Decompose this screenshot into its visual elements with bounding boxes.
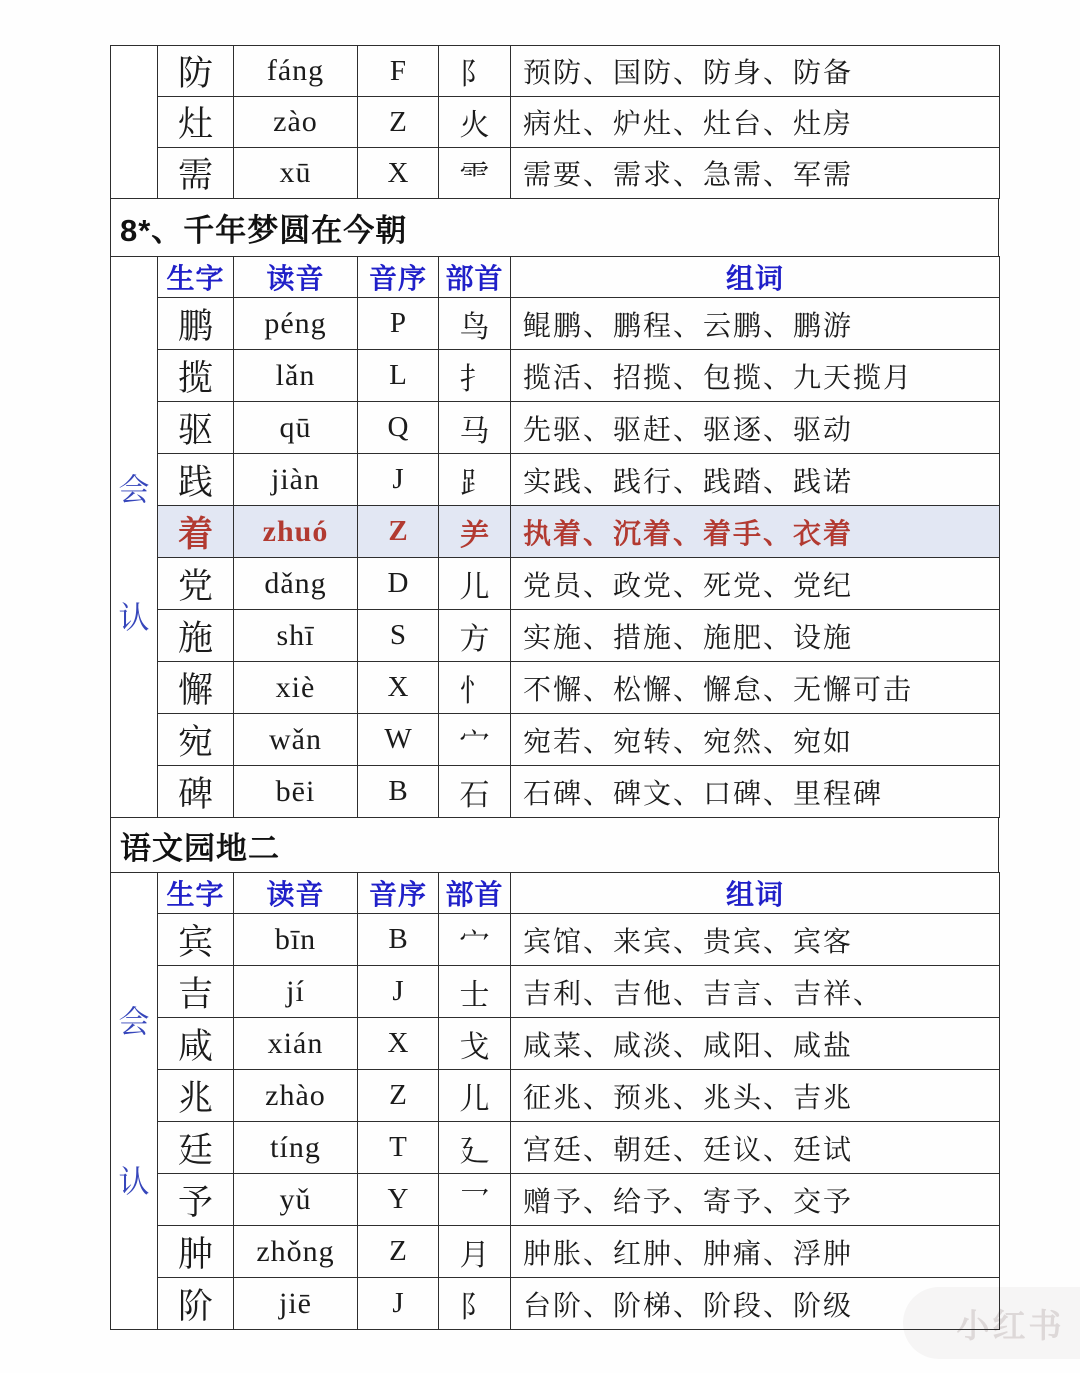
column-header-radical: 部首 bbox=[439, 873, 511, 914]
radical-cell: 廴 bbox=[439, 1122, 511, 1174]
column-header-pinyin: 读音 bbox=[234, 257, 358, 298]
radical-cell: 月 bbox=[439, 1226, 511, 1278]
pinyin-cell: zhào bbox=[234, 1070, 358, 1122]
char-cell: 需 bbox=[158, 148, 234, 199]
sidebar-cell-empty bbox=[111, 46, 158, 199]
pinyin-cell: bīn bbox=[234, 914, 358, 966]
letter-cell: L bbox=[358, 350, 439, 402]
letter-cell: Z bbox=[358, 1070, 439, 1122]
words-cell: 实施、措施、施肥、设施 bbox=[511, 610, 1000, 662]
table-row bbox=[111, 610, 1000, 662]
pinyin-cell: zhuó bbox=[234, 506, 358, 558]
radical-cell: 火 bbox=[439, 97, 511, 148]
char-cell: 驱 bbox=[158, 402, 234, 454]
letter-cell: Z bbox=[358, 1226, 439, 1278]
letter-cell: J bbox=[358, 1278, 439, 1330]
sidebar-know-label: 会 bbox=[118, 1004, 150, 1040]
radical-cell: 方 bbox=[439, 610, 511, 662]
words-cell: 征兆、预兆、兆头、吉兆 bbox=[511, 1070, 1000, 1122]
words-cell: 执着、沉着、着手、衣着 bbox=[511, 506, 1000, 558]
char-cell: 鹏 bbox=[158, 298, 234, 350]
letter-cell: W bbox=[358, 714, 439, 766]
table-row bbox=[111, 714, 1000, 766]
words-cell: 台阶、阶梯、阶段、阶级 bbox=[511, 1278, 1000, 1330]
char-cell: 予 bbox=[158, 1174, 234, 1226]
table-row bbox=[111, 454, 1000, 506]
pinyin-cell: péng bbox=[234, 298, 358, 350]
letter-cell: Z bbox=[358, 506, 439, 558]
letter-cell: P bbox=[358, 298, 439, 350]
char-cell: 阶 bbox=[158, 1278, 234, 1330]
letter-cell: T bbox=[358, 1122, 439, 1174]
radical-cell: 士 bbox=[439, 966, 511, 1018]
char-cell: 咸 bbox=[158, 1018, 234, 1070]
radical-cell: 儿 bbox=[439, 558, 511, 610]
words-cell: 宾馆、来宾、贵宾、宾客 bbox=[511, 914, 1000, 966]
char-cell: 懈 bbox=[158, 662, 234, 714]
radical-cell: 鸟 bbox=[439, 298, 511, 350]
table-row bbox=[111, 766, 1000, 818]
pinyin-cell: tíng bbox=[234, 1122, 358, 1174]
table-row bbox=[111, 914, 1000, 966]
radical-cell: 戈 bbox=[439, 1018, 511, 1070]
column-header-pinyin: 读音 bbox=[234, 873, 358, 914]
column-header-words: 组词 bbox=[511, 873, 1000, 914]
table-row bbox=[111, 558, 1000, 610]
words-cell: 石碑、碑文、口碑、里程碑 bbox=[511, 766, 1000, 818]
pinyin-cell: jí bbox=[234, 966, 358, 1018]
letter-cell: S bbox=[358, 610, 439, 662]
table-row bbox=[111, 1226, 1000, 1278]
table-row bbox=[111, 1018, 1000, 1070]
sidebar-recognize-label: 认 bbox=[118, 1164, 150, 1200]
radical-cell: 宀 bbox=[439, 714, 511, 766]
char-cell: 揽 bbox=[158, 350, 234, 402]
table-row bbox=[111, 298, 1000, 350]
radical-cell: 宀 bbox=[439, 914, 511, 966]
pinyin-cell: dǎng bbox=[234, 558, 358, 610]
char-cell: 宾 bbox=[158, 914, 234, 966]
radical-cell: ⻊ bbox=[439, 454, 511, 506]
words-cell: 鲲鹏、鹏程、云鹏、鹏游 bbox=[511, 298, 1000, 350]
table-row bbox=[111, 1278, 1000, 1330]
section-title-lesson8: 8*、千年梦圆在今朝 bbox=[110, 199, 999, 256]
words-cell: 不懈、松懈、懈怠、无懈可击 bbox=[511, 662, 1000, 714]
char-cell: 施 bbox=[158, 610, 234, 662]
letter-cell: J bbox=[358, 454, 439, 506]
char-cell: 廷 bbox=[158, 1122, 234, 1174]
pinyin-cell: jiē bbox=[234, 1278, 358, 1330]
table-row bbox=[111, 350, 1000, 402]
pinyin-cell: lǎn bbox=[234, 350, 358, 402]
letter-cell: J bbox=[358, 966, 439, 1018]
table-row bbox=[111, 662, 1000, 714]
table-row-highlighted bbox=[111, 506, 1000, 558]
char-cell: 党 bbox=[158, 558, 234, 610]
words-cell: 先驱、驱赶、驱逐、驱动 bbox=[511, 402, 1000, 454]
header-row bbox=[111, 873, 1000, 914]
pinyin-cell: wǎn bbox=[234, 714, 358, 766]
radical-cell: 儿 bbox=[439, 1070, 511, 1122]
table-row bbox=[111, 1174, 1000, 1226]
radical-cell: ⻗ bbox=[439, 148, 511, 199]
radical-cell: 乛 bbox=[439, 1174, 511, 1226]
sidebar-cell bbox=[111, 257, 158, 818]
words-cell: 宛若、宛转、宛然、宛如 bbox=[511, 714, 1000, 766]
char-cell: 灶 bbox=[158, 97, 234, 148]
radical-cell: 阝 bbox=[439, 1278, 511, 1330]
words-cell: 赠予、给予、寄予、交予 bbox=[511, 1174, 1000, 1226]
letter-cell: X bbox=[358, 148, 439, 199]
letter-cell: B bbox=[358, 914, 439, 966]
table-row bbox=[111, 46, 1000, 97]
words-cell: 吉利、吉他、吉言、吉祥、 bbox=[511, 966, 1000, 1018]
radical-cell: 阝 bbox=[439, 46, 511, 97]
pinyin-cell: zhǒng bbox=[234, 1226, 358, 1278]
radical-cell: 石 bbox=[439, 766, 511, 818]
radical-cell: ⺶ bbox=[439, 506, 511, 558]
words-cell: 肿胀、红肿、肿痛、浮肿 bbox=[511, 1226, 1000, 1278]
letter-cell: Q bbox=[358, 402, 439, 454]
words-cell: 预防、国防、防身、防备 bbox=[511, 46, 1000, 97]
words-cell: 宫廷、朝廷、廷议、廷试 bbox=[511, 1122, 1000, 1174]
char-cell: 宛 bbox=[158, 714, 234, 766]
words-cell: 咸菜、咸淡、咸阳、咸盐 bbox=[511, 1018, 1000, 1070]
char-cell: 践 bbox=[158, 454, 234, 506]
pinyin-cell: xiè bbox=[234, 662, 358, 714]
watermark-label: 小红书 bbox=[956, 1306, 1065, 1344]
column-header-radical: 部首 bbox=[439, 257, 511, 298]
letter-cell: X bbox=[358, 662, 439, 714]
words-cell: 需要、需求、急需、军需 bbox=[511, 148, 1000, 199]
table-row bbox=[111, 1122, 1000, 1174]
pinyin-cell: xū bbox=[234, 148, 358, 199]
pinyin-cell: jiàn bbox=[234, 454, 358, 506]
table-row bbox=[111, 97, 1000, 148]
sidebar-know-label: 会 bbox=[118, 472, 150, 508]
pinyin-cell: bēi bbox=[234, 766, 358, 818]
words-cell: 揽活、招揽、包揽、九天揽月 bbox=[511, 350, 1000, 402]
sidebar-cell bbox=[111, 873, 158, 1330]
letter-cell: B bbox=[358, 766, 439, 818]
table-row bbox=[111, 1070, 1000, 1122]
letter-cell: Y bbox=[358, 1174, 439, 1226]
char-cell: 着 bbox=[158, 506, 234, 558]
pinyin-cell: shī bbox=[234, 610, 358, 662]
column-header-char: 生字 bbox=[158, 257, 234, 298]
vocabulary-worksheet bbox=[110, 45, 999, 1330]
radical-cell: 扌 bbox=[439, 350, 511, 402]
radical-cell: 忄 bbox=[439, 662, 511, 714]
radical-cell: 马 bbox=[439, 402, 511, 454]
letter-cell: X bbox=[358, 1018, 439, 1070]
letter-cell: F bbox=[358, 46, 439, 97]
column-header-char: 生字 bbox=[158, 873, 234, 914]
table-lesson8 bbox=[110, 256, 1000, 818]
letter-cell: Z bbox=[358, 97, 439, 148]
words-cell: 党员、政党、死党、党纪 bbox=[511, 558, 1000, 610]
char-cell: 碑 bbox=[158, 766, 234, 818]
column-header-words: 组词 bbox=[511, 257, 1000, 298]
header-row bbox=[111, 257, 1000, 298]
column-header-letter: 音序 bbox=[358, 873, 439, 914]
column-header-letter: 音序 bbox=[358, 257, 439, 298]
char-cell: 肿 bbox=[158, 1226, 234, 1278]
words-cell: 病灶、炉灶、灶台、灶房 bbox=[511, 97, 1000, 148]
pinyin-cell: xián bbox=[234, 1018, 358, 1070]
table-yuwenyuandi2 bbox=[110, 872, 1000, 1330]
section-title-yuwenyuandi2: 语文园地二 bbox=[110, 818, 999, 872]
table-top-partial bbox=[110, 45, 1000, 199]
pinyin-cell: fáng bbox=[234, 46, 358, 97]
pinyin-cell: yǔ bbox=[234, 1174, 358, 1226]
pinyin-cell: zào bbox=[234, 97, 358, 148]
words-cell: 实践、践行、践踏、践诺 bbox=[511, 454, 1000, 506]
sidebar-recognize-label: 认 bbox=[118, 600, 150, 636]
char-cell: 防 bbox=[158, 46, 234, 97]
table-row bbox=[111, 148, 1000, 199]
table-row bbox=[111, 402, 1000, 454]
table-row bbox=[111, 966, 1000, 1018]
pinyin-cell: qū bbox=[234, 402, 358, 454]
char-cell: 吉 bbox=[158, 966, 234, 1018]
letter-cell: D bbox=[358, 558, 439, 610]
char-cell: 兆 bbox=[158, 1070, 234, 1122]
